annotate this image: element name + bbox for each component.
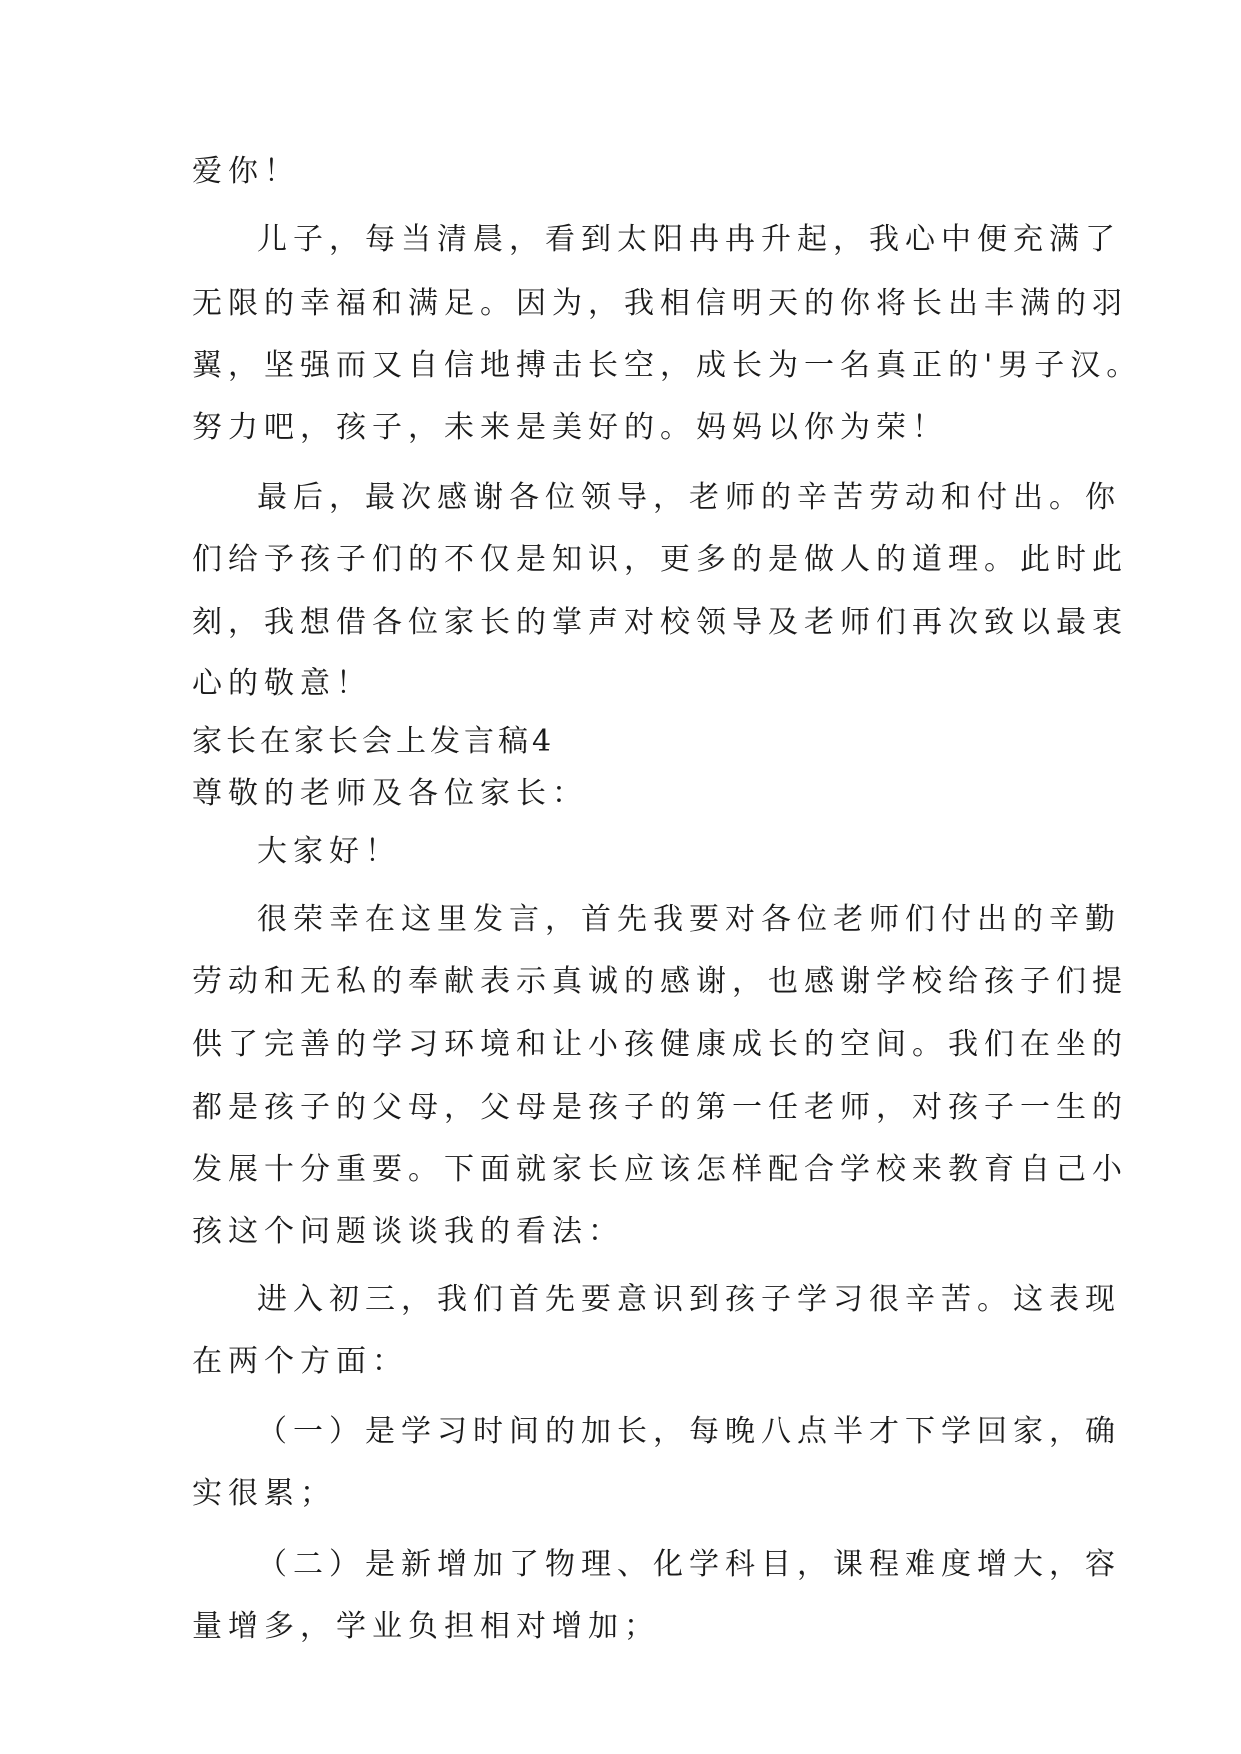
text-line: 实很累； [192, 1476, 336, 1511]
text-line: 很荣幸在这里发言，首先我要对各位老师们付出的辛勤 [257, 902, 1121, 937]
text-line: 们给予孩子们的不仅是知识，更多的是做人的道理。此时此 [192, 542, 1128, 577]
text-line: 发展十分重要。下面就家长应该怎样配合学校来教育自己小 [192, 1152, 1128, 1187]
text-line: 都是孩子的父母，父母是孩子的第一任老师，对孩子一生的 [192, 1090, 1128, 1125]
text-line: （一）是学习时间的加长，每晚八点半才下学回家，确 [257, 1414, 1121, 1449]
text-line: 心的敬意！ [192, 666, 372, 701]
section-heading: 家长在家长会上发言稿4 [192, 724, 556, 759]
text-line: 无限的幸福和满足。因为，我相信明天的你将长出丰满的羽 [192, 286, 1128, 321]
text-line: 量增多，学业负担相对增加； [192, 1609, 660, 1644]
text-line: 翼，坚强而又自信地搏击长空，成长为一名真正的'男子汉。 [192, 348, 1143, 383]
text-line: 大家好！ [257, 834, 401, 869]
text-line: 劳动和无私的奉献表示真诚的感谢，也感谢学校给孩子们提 [192, 964, 1128, 999]
text-line: 爱你！ [192, 154, 300, 189]
text-line: 努力吧，孩子，未来是美好的。妈妈以你为荣！ [192, 410, 948, 445]
text-line: 儿子，每当清晨，看到太阳冉冉升起，我心中便充满了 [257, 222, 1121, 257]
text-line: 孩这个问题谈谈我的看法： [192, 1214, 624, 1249]
text-line: （二）是新增加了物理、化学科目，课程难度增大，容 [257, 1547, 1121, 1582]
text-line: 尊敬的老师及各位家长： [192, 776, 588, 811]
text-line: 在两个方面： [192, 1344, 408, 1379]
text-line: 供了完善的学习环境和让小孩健康成长的空间。我们在坐的 [192, 1027, 1128, 1062]
text-line: 进入初三，我们首先要意识到孩子学习很辛苦。这表现 [257, 1282, 1121, 1317]
text-line: 最后，最次感谢各位领导，老师的辛苦劳动和付出。你 [257, 480, 1121, 515]
text-line: 刻，我想借各位家长的掌声对校领导及老师们再次致以最衷 [192, 605, 1128, 640]
